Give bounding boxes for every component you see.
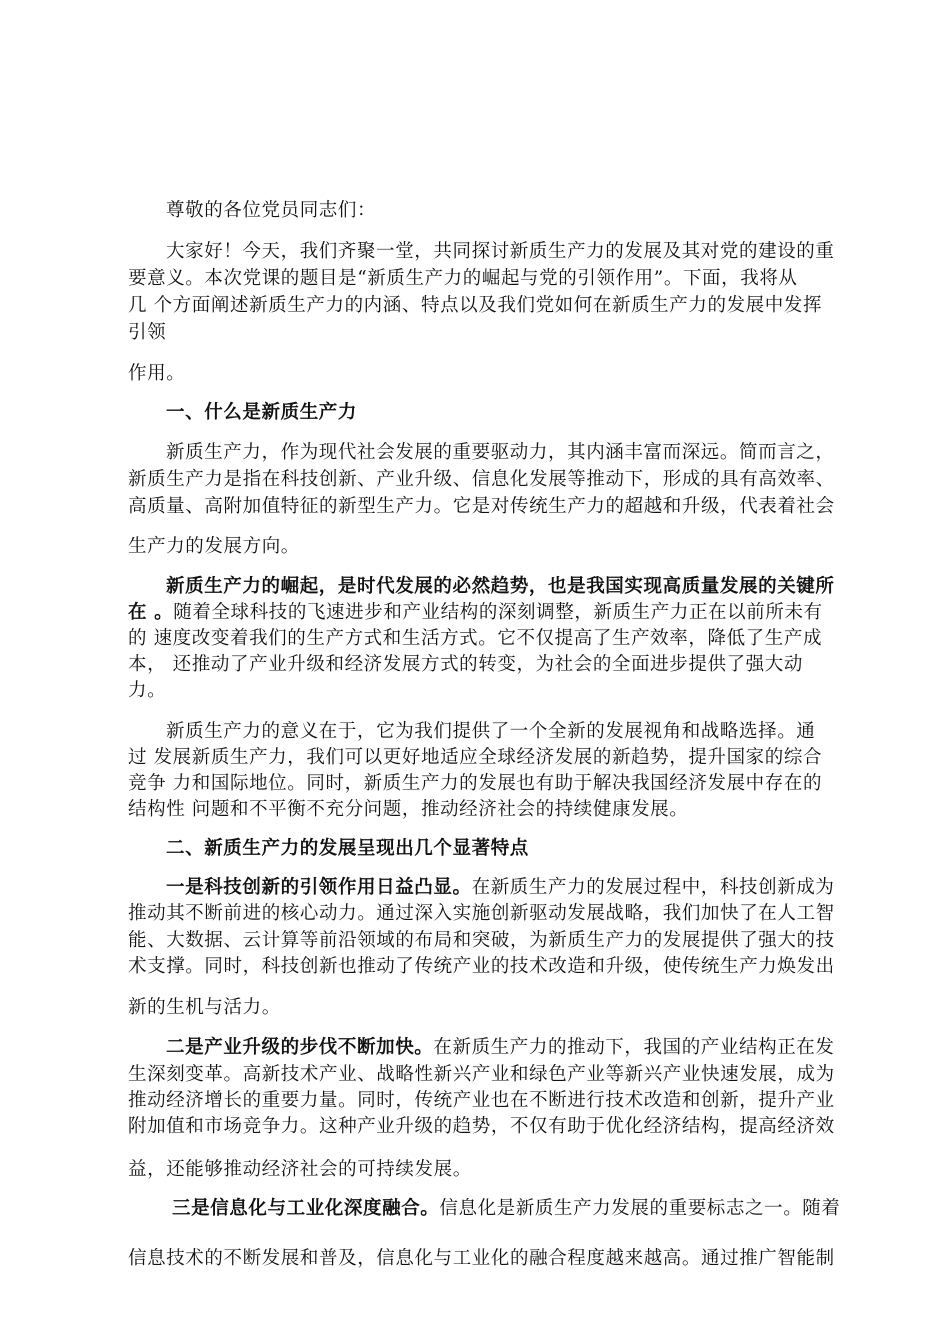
paragraph-line: 大家好！今天，我们齐聚一堂，共同探讨新质生产力的发展及其对党的建设的重 xyxy=(166,241,835,262)
text-run: 在新质生产力的推动下，我国的产业结构正在发 xyxy=(433,1037,835,1058)
paragraph-line: 要意义。本次党课的题目是“新质生产力的崛起与党的引领作用”。下面，我将从 xyxy=(128,268,798,289)
paragraph-line: 本， 还推动了产业升级和经济发展方式的转变，为社会的全面进步提供了强大动 xyxy=(128,654,803,675)
section-heading: 二、新质生产力的发展呈现出几个显著特点 xyxy=(166,838,529,859)
text-run: 随着全球科技的飞速进步和产业结构的深刻调整，新质生产力正在以前所未有 xyxy=(173,602,823,623)
paragraph-line xyxy=(172,1198,841,1220)
paragraph-line: 信息技术的不断发展和普及，信息化与工业化的融合程度越来越高。通过推广智能制 xyxy=(128,1248,835,1269)
text-run: 在新质生产力的发展过程中，科技创新成为 xyxy=(471,877,835,898)
paragraph-line: 结构性 问题和不平衡不充分问题，推动经济社会的持续健康发展。 xyxy=(128,799,689,820)
paragraph-line: 新质生产力，作为现代社会发展的重要驱动力，其内涵丰富而深远。简而言之， xyxy=(166,442,835,463)
paragraph-line: 术支撑。同时，科技创新也推动了传统产业的技术改造和升级，使传统生产力焕发出 xyxy=(128,956,835,977)
paragraph-line: 力。 xyxy=(128,680,167,701)
salutation: 尊敬的各位党员同志们： xyxy=(166,200,377,221)
paragraph-line: 竞争 力和国际地位。同时，新质生产力的发展也有助于解决我国经济发展中存在的 xyxy=(128,773,823,794)
bold-run: 二是产业升级的步伐不断加快。 xyxy=(166,1037,434,1058)
bold-run: 在 。 xyxy=(128,602,174,623)
paragraph-line: 附加值和市场竞争力。这种产业升级的趋势，不仅有助于优化经济结构，提高经济效 xyxy=(128,1116,835,1137)
paragraph-line: 益，还能够推动经济社会的可持续发展。 xyxy=(128,1159,472,1180)
paragraph-line: 能、大数据、云计算等前沿领域的布局和突破，为新质生产力的发展提供了强大的技 xyxy=(128,930,835,951)
bold-run: 三是信息化与工业化深度融合。 xyxy=(172,1198,440,1219)
paragraph-line: 过 发展新质生产力，我们可以更好地适应全球经济发展的新趋势，提升国家的综合 xyxy=(128,747,823,768)
paragraph-line: 生深刻变革。高新技术产业、战略性新兴产业和绿色产业等新兴产业快速发展，成为 xyxy=(128,1064,835,1085)
paragraph-line: 新的生机与活力。 xyxy=(128,997,281,1018)
paragraph-line: 作用。 xyxy=(128,363,186,384)
text-run: 信息化是新质生产力发展的重要标志之一。随着 xyxy=(439,1198,841,1219)
paragraph-line: 新质生产力的意义在于，它为我们提供了一个全新的发展视角和战略选择。通 xyxy=(166,721,816,742)
paragraph-line: 高质量、高附加值特征的新型生产力。它是对传统生产力的超越和升级，代表着社会 xyxy=(128,496,835,517)
paragraph-line: 引领 xyxy=(128,322,167,343)
section-heading: 一、什么是新质生产力 xyxy=(166,402,358,423)
paragraph-line: 生产力的发展方向。 xyxy=(128,536,300,557)
paragraph-line: 的 速度改变着我们的生产方式和生活方式。它不仅提高了生产效率，降低了生产成 xyxy=(128,628,823,649)
paragraph-line xyxy=(128,602,823,624)
paragraph-line xyxy=(166,1037,835,1059)
paragraph-line: 推动其不断前进的核心动力。通过深入实施创新驱动发展战略，我们加快了在人工智 xyxy=(128,903,835,924)
paragraph-line: 新质生产力是指在科技创新、产业升级、信息化发展等推动下，形成的具有高效率、 xyxy=(128,469,835,490)
paragraph-line: 推动经济增长的重要力量。同时，传统产业也在不断进行技术改造和创新，提升产业 xyxy=(128,1090,835,1111)
paragraph-line xyxy=(166,877,835,899)
bold-run: 一是科技创新的引领作用日益凸显。 xyxy=(166,877,472,898)
paragraph-line: 几 个方面阐述新质生产力的内涵、特点以及我们党如何在新质生产力的发展中发挥 xyxy=(128,295,823,316)
paragraph-line-bold: 新质生产力的崛起，是时代发展的必然趋势，也是我国实现高质量发展的关键所 xyxy=(166,576,835,597)
